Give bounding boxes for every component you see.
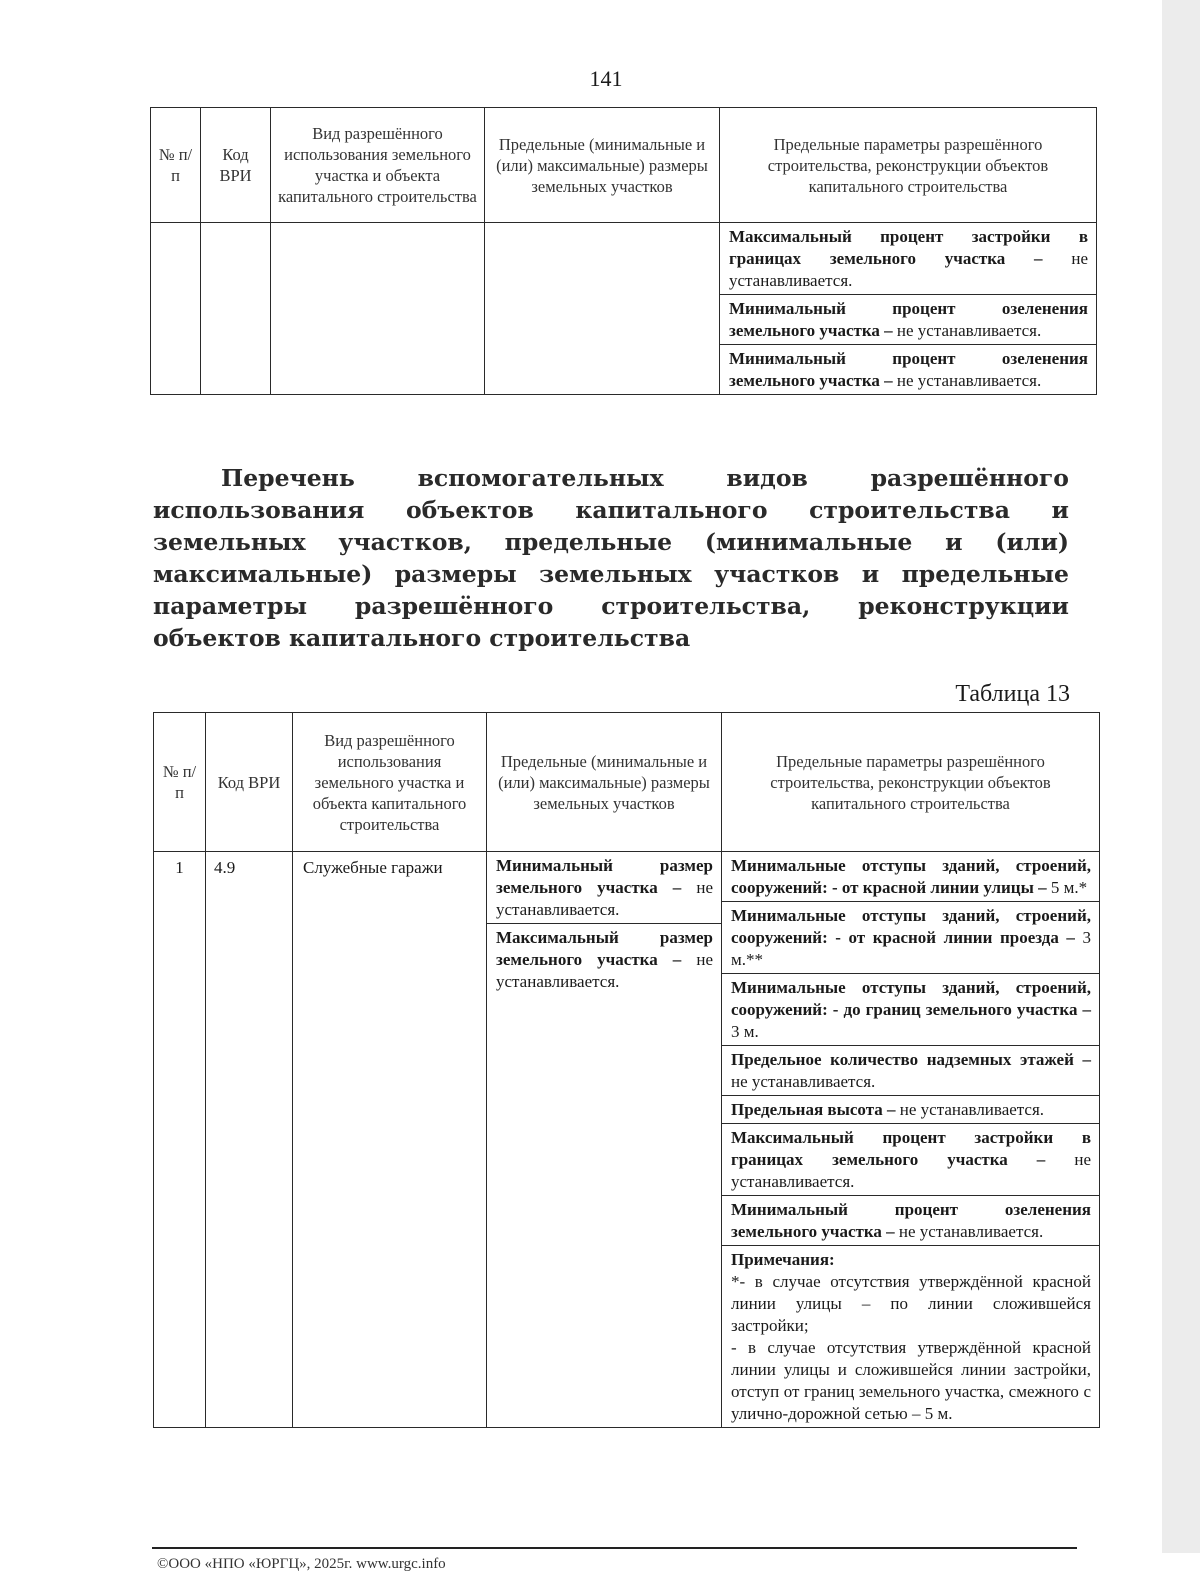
header-size: Предельные (минимальные и (или) максимальные) размеры земельных участков	[487, 713, 722, 852]
param-item: Максимальный процент застройки в границах земельного участка – не устанавливается.	[720, 223, 1096, 295]
param-item: Предельная высота – не устанавливается.	[722, 1096, 1099, 1124]
cell-num	[151, 223, 201, 395]
header-size: Предельные (минимальные и (или) максимальные) размеры земельных участков	[485, 108, 720, 223]
param-item: Минимальные отступы зданий, строений, сооружений: - до границ земельного участка – 3 м.	[722, 974, 1099, 1046]
header-kind: Вид разрешённого использования земельного участка и объекта капитального строительства	[271, 108, 485, 223]
cell-num: 1	[154, 852, 206, 1428]
sizes-list	[487, 852, 721, 995]
param-item: Максимальный процент застройки в границах земельного участка – не устанавливается.	[722, 1124, 1099, 1196]
table-row	[154, 852, 1100, 1428]
param-item: Минимальный процент озеленения земельного участка – не устанавливается.	[729, 349, 1088, 390]
header-num: № п/п	[151, 108, 201, 223]
table-caption: Таблица 13	[955, 681, 1070, 707]
table-header-row	[154, 713, 1100, 852]
page-number: 141	[589, 66, 623, 91]
table-13	[153, 712, 1100, 1428]
cell-name: Служебные гаражи	[293, 852, 487, 1428]
table-row	[151, 223, 1097, 395]
cell-code: 4.9	[206, 852, 293, 1428]
params-list	[720, 223, 1096, 394]
cell-code	[201, 223, 271, 395]
cell-params	[722, 852, 1100, 1428]
note-item: *- в случае отсутствия утверждённой красной линии улицы – по линии сложившейся застройки;	[731, 1272, 1091, 1335]
notes	[722, 1246, 1099, 1428]
header-kind: Вид разрешённого использования земельного участка и объекта капитального строительства	[293, 713, 487, 852]
scan-edge	[1162, 0, 1200, 1553]
header-params: Предельные параметры разрешённого строительства, реконструкции объектов капитального строительства	[720, 108, 1097, 223]
params-list	[722, 852, 1099, 1427]
footer-rule	[152, 1547, 1077, 1549]
header-num: № п/п	[154, 713, 206, 852]
size-item: Минимальный размер земельного участка – не устанавливается.	[487, 852, 721, 924]
table-header-row	[151, 108, 1097, 223]
param-item: Минимальные отступы зданий, строений, сооружений: - от красной линии улицы – 5 м.*	[722, 852, 1099, 902]
param-item: Предельное количество надземных этажей – не устанавливается.	[722, 1046, 1099, 1096]
param-item: Минимальные отступы зданий, строений, сооружений: - от красной линии проезда – 3 м.**	[722, 902, 1099, 974]
header-params: Предельные параметры разрешённого строительства, реконструкции объектов капитального строительства	[722, 713, 1100, 852]
size-item: Максимальный размер земельного участка – не устанавливается.	[496, 928, 713, 991]
table-continuation	[150, 107, 1097, 395]
cell-sizes	[487, 852, 722, 1428]
note-item: - в случае отсутствия утверждённой красной линии улицы и сложившейся линии застройки, отступ от границ земельного участка, смежного с улично-дорожной сетью – 5 м.	[731, 1338, 1091, 1423]
cell-params	[720, 223, 1097, 395]
cell-kind	[271, 223, 485, 395]
header-code: Код ВРИ	[201, 108, 271, 223]
notes-title: Примечания:	[731, 1250, 835, 1269]
header-code: Код ВРИ	[206, 713, 293, 852]
param-item: Минимальный процент озеленения земельного участка – не устанавливается.	[722, 1196, 1099, 1246]
cell-size	[485, 223, 720, 395]
section-heading: Перечень вспомогательных видов разрешённого использования объектов капитального строительства и земельных участков, предельные (минимальные и (или) максимальные) размеры земельных участков и предельные параметры разрешённого строительства, реконструкции объектов капитального строительства	[153, 464, 1069, 652]
param-item: Минимальный процент озеленения земельного участка – не устанавливается.	[720, 295, 1096, 345]
footer-copyright: ©ООО «НПО «ЮРГЦ», 2025г. www.urgc.info	[157, 1556, 446, 1572]
